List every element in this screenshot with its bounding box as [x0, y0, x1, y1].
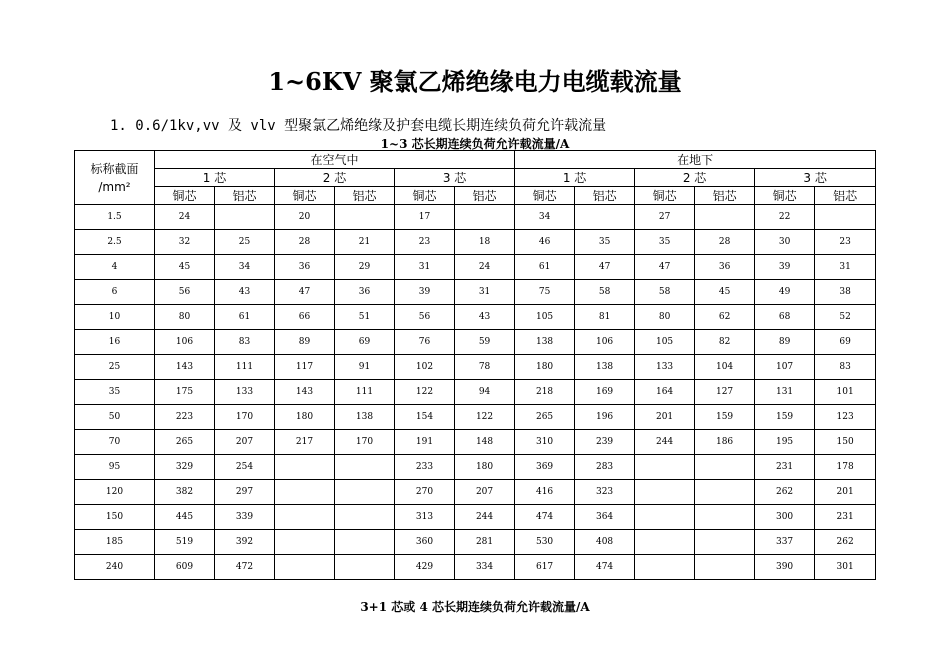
ampacity-cell: 231 — [815, 505, 876, 530]
ampacity-cell: 68 — [755, 305, 815, 330]
ampacity-cell: 38 — [815, 280, 876, 305]
ampacity-cell: 56 — [155, 280, 215, 305]
ampacity-cell: 61 — [515, 255, 575, 280]
ampacity-cell: 323 — [575, 480, 635, 505]
ampacity-cell: 369 — [515, 455, 575, 480]
ampacity-cell: 31 — [395, 255, 455, 280]
ampacity-cell: 35 — [635, 230, 695, 255]
ampacity-cell: 159 — [755, 405, 815, 430]
ampacity-cell: 143 — [155, 355, 215, 380]
ampacity-cell: 25 — [215, 230, 275, 255]
table-row — [75, 305, 876, 330]
section-title: 1. 0.6/1kv,vv 及 vlv 型聚氯乙烯绝缘及护套电缆长期连续负荷允许载流量 — [110, 118, 607, 134]
ampacity-cell: 24 — [155, 205, 215, 230]
ampacity-cell: 52 — [815, 305, 876, 330]
ampacity-cell — [635, 530, 695, 555]
ampacity-cell: 180 — [275, 405, 335, 430]
ampacity-cell: 133 — [215, 380, 275, 405]
ampacity-cell — [335, 555, 395, 580]
ampacity-cell — [815, 205, 876, 230]
ampacity-cell — [575, 205, 635, 230]
group-header-air: 在空气中 — [155, 151, 515, 169]
cross-section-cell: 240 — [75, 555, 155, 580]
ampacity-cell: 244 — [455, 505, 515, 530]
ampacity-cell — [635, 505, 695, 530]
ampacity-cell: 392 — [215, 530, 275, 555]
ampacity-cell: 170 — [335, 430, 395, 455]
ampacity-cell: 83 — [215, 330, 275, 355]
material-header: 铜芯 — [275, 187, 335, 205]
ampacity-cell: 133 — [635, 355, 695, 380]
header-row-materials — [75, 187, 876, 205]
table-row — [75, 380, 876, 405]
ampacity-cell: 28 — [275, 230, 335, 255]
ampacity-cell: 445 — [155, 505, 215, 530]
header-row-cores — [75, 169, 876, 187]
ampacity-cell — [695, 205, 755, 230]
table-row — [75, 430, 876, 455]
ampacity-cell: 51 — [335, 305, 395, 330]
cross-section-cell: 16 — [75, 330, 155, 355]
ampacity-cell: 24 — [455, 255, 515, 280]
ampacity-cell: 138 — [575, 355, 635, 380]
table-caption: 1~3 芯长期连续负荷允许载流量/A — [380, 137, 570, 151]
ampacity-cell: 530 — [515, 530, 575, 555]
ampacity-cell: 170 — [215, 405, 275, 430]
ampacity-cell: 83 — [815, 355, 876, 380]
material-header: 铜芯 — [755, 187, 815, 205]
ampacity-cell: 69 — [815, 330, 876, 355]
ampacity-cell: 474 — [515, 505, 575, 530]
table-row — [75, 255, 876, 280]
ampacity-cell: 123 — [815, 405, 876, 430]
ampacity-cell: 104 — [695, 355, 755, 380]
material-header: 铜芯 — [395, 187, 455, 205]
ampacity-cell: 58 — [635, 280, 695, 305]
ampacity-cell: 310 — [515, 430, 575, 455]
ampacity-cell: 102 — [395, 355, 455, 380]
ampacity-cell: 39 — [395, 280, 455, 305]
ampacity-cell: 29 — [335, 255, 395, 280]
table-row — [75, 555, 876, 580]
ampacity-cell: 150 — [815, 430, 876, 455]
core-header: 3 芯 — [755, 169, 876, 187]
material-header: 铝芯 — [215, 187, 275, 205]
ampacity-cell: 283 — [575, 455, 635, 480]
ampacity-cell: 159 — [695, 405, 755, 430]
material-header: 铜芯 — [635, 187, 695, 205]
ampacity-cell: 36 — [335, 280, 395, 305]
ampacity-cell: 82 — [695, 330, 755, 355]
ampacity-cell: 254 — [215, 455, 275, 480]
ampacity-cell: 43 — [455, 305, 515, 330]
ampacity-cell: 22 — [755, 205, 815, 230]
ampacity-cell: 131 — [755, 380, 815, 405]
table-row — [75, 355, 876, 380]
ampacity-cell: 143 — [275, 380, 335, 405]
ampacity-cell — [695, 480, 755, 505]
cross-section-header — [75, 151, 155, 205]
ampacity-cell — [275, 530, 335, 555]
ampacity-cell: 281 — [455, 530, 515, 555]
ampacity-table — [74, 150, 876, 580]
ampacity-cell: 47 — [575, 255, 635, 280]
ampacity-cell: 164 — [635, 380, 695, 405]
material-header: 铜芯 — [155, 187, 215, 205]
material-header: 铝芯 — [815, 187, 876, 205]
ampacity-cell: 223 — [155, 405, 215, 430]
ampacity-cell: 23 — [815, 230, 876, 255]
ampacity-cell: 175 — [155, 380, 215, 405]
ampacity-cell: 138 — [335, 405, 395, 430]
core-header: 1 芯 — [515, 169, 635, 187]
cross-section-cell: 35 — [75, 380, 155, 405]
ampacity-cell — [335, 205, 395, 230]
table-row — [75, 455, 876, 480]
ampacity-cell: 127 — [695, 380, 755, 405]
material-header: 铝芯 — [695, 187, 755, 205]
ampacity-cell — [275, 480, 335, 505]
ampacity-cell: 89 — [755, 330, 815, 355]
ampacity-cell: 519 — [155, 530, 215, 555]
ampacity-cell — [635, 555, 695, 580]
ampacity-cell: 36 — [695, 255, 755, 280]
cross-section-cell: 4 — [75, 255, 155, 280]
ampacity-cell: 36 — [275, 255, 335, 280]
material-header: 铜芯 — [515, 187, 575, 205]
ampacity-cell: 106 — [155, 330, 215, 355]
ampacity-cell — [275, 455, 335, 480]
ampacity-cell — [335, 530, 395, 555]
document-title: 1~6KV 聚氯乙烯绝缘电力电缆载流量 — [268, 67, 682, 96]
ampacity-cell: 265 — [155, 430, 215, 455]
ampacity-cell: 122 — [455, 405, 515, 430]
table2-caption: 3+1 芯或 4 芯长期连续负荷允许载流量/A — [360, 600, 590, 614]
ampacity-cell: 62 — [695, 305, 755, 330]
ampacity-cell: 207 — [455, 480, 515, 505]
ampacity-cell: 201 — [815, 480, 876, 505]
ampacity-cell: 101 — [815, 380, 876, 405]
ampacity-cell: 35 — [575, 230, 635, 255]
ampacity-cell: 39 — [755, 255, 815, 280]
ampacity-cell: 196 — [575, 405, 635, 430]
cross-section-cell: 70 — [75, 430, 155, 455]
ampacity-cell: 81 — [575, 305, 635, 330]
ampacity-cell: 45 — [695, 280, 755, 305]
ampacity-cell: 178 — [815, 455, 876, 480]
cross-section-cell: 120 — [75, 480, 155, 505]
cross-section-label: 标称截面 — [90, 161, 139, 176]
cross-section-cell: 6 — [75, 280, 155, 305]
ampacity-cell — [695, 530, 755, 555]
cross-section-cell: 1.5 — [75, 205, 155, 230]
ampacity-cell: 360 — [395, 530, 455, 555]
ampacity-cell: 80 — [155, 305, 215, 330]
ampacity-cell — [335, 480, 395, 505]
ampacity-cell — [695, 455, 755, 480]
ampacity-cell — [275, 505, 335, 530]
ampacity-cell — [695, 505, 755, 530]
cross-section-cell: 2.5 — [75, 230, 155, 255]
ampacity-cell: 301 — [815, 555, 876, 580]
ampacity-cell: 105 — [515, 305, 575, 330]
ampacity-cell: 32 — [155, 230, 215, 255]
ampacity-cell: 270 — [395, 480, 455, 505]
ampacity-cell: 339 — [215, 505, 275, 530]
ampacity-cell: 329 — [155, 455, 215, 480]
ampacity-cell: 169 — [575, 380, 635, 405]
ampacity-cell: 89 — [275, 330, 335, 355]
ampacity-cell: 180 — [455, 455, 515, 480]
cross-section-cell: 150 — [75, 505, 155, 530]
group-header-ground: 在地下 — [515, 151, 876, 169]
material-header: 铝芯 — [455, 187, 515, 205]
ampacity-cell: 31 — [455, 280, 515, 305]
ampacity-cell: 105 — [635, 330, 695, 355]
ampacity-cell: 28 — [695, 230, 755, 255]
ampacity-cell: 300 — [755, 505, 815, 530]
ampacity-cell: 75 — [515, 280, 575, 305]
ampacity-cell: 244 — [635, 430, 695, 455]
ampacity-cell: 265 — [515, 405, 575, 430]
ampacity-cell — [275, 555, 335, 580]
table-row — [75, 330, 876, 355]
ampacity-cell: 262 — [815, 530, 876, 555]
table-row — [75, 505, 876, 530]
ampacity-cell: 21 — [335, 230, 395, 255]
table-row — [75, 405, 876, 430]
ampacity-cell: 138 — [515, 330, 575, 355]
ampacity-cell: 364 — [575, 505, 635, 530]
ampacity-cell — [455, 205, 515, 230]
ampacity-cell: 30 — [755, 230, 815, 255]
ampacity-cell: 107 — [755, 355, 815, 380]
ampacity-cell: 31 — [815, 255, 876, 280]
ampacity-cell: 56 — [395, 305, 455, 330]
ampacity-cell: 334 — [455, 555, 515, 580]
ampacity-cell: 186 — [695, 430, 755, 455]
ampacity-cell: 45 — [155, 255, 215, 280]
ampacity-cell: 337 — [755, 530, 815, 555]
ampacity-cell: 195 — [755, 430, 815, 455]
core-header: 1 芯 — [155, 169, 275, 187]
cross-section-cell: 185 — [75, 530, 155, 555]
ampacity-cell: 233 — [395, 455, 455, 480]
ampacity-cell: 148 — [455, 430, 515, 455]
table-row — [75, 230, 876, 255]
ampacity-cell: 111 — [335, 380, 395, 405]
ampacity-cell: 231 — [755, 455, 815, 480]
table-row — [75, 530, 876, 555]
cross-section-cell: 95 — [75, 455, 155, 480]
ampacity-cell: 58 — [575, 280, 635, 305]
ampacity-cell: 239 — [575, 430, 635, 455]
ampacity-cell: 34 — [515, 205, 575, 230]
ampacity-cell: 43 — [215, 280, 275, 305]
ampacity-cell: 49 — [755, 280, 815, 305]
ampacity-cell: 69 — [335, 330, 395, 355]
ampacity-cell: 609 — [155, 555, 215, 580]
ampacity-cell: 217 — [275, 430, 335, 455]
core-header: 3 芯 — [395, 169, 515, 187]
ampacity-cell: 59 — [455, 330, 515, 355]
ampacity-cell: 94 — [455, 380, 515, 405]
ampacity-cell: 47 — [275, 280, 335, 305]
ampacity-cell: 18 — [455, 230, 515, 255]
ampacity-cell: 122 — [395, 380, 455, 405]
ampacity-cell: 262 — [755, 480, 815, 505]
ampacity-cell: 207 — [215, 430, 275, 455]
ampacity-cell: 382 — [155, 480, 215, 505]
ampacity-cell — [335, 455, 395, 480]
ampacity-cell: 191 — [395, 430, 455, 455]
ampacity-cell: 106 — [575, 330, 635, 355]
cross-section-cell: 25 — [75, 355, 155, 380]
ampacity-cell: 154 — [395, 405, 455, 430]
ampacity-cell: 390 — [755, 555, 815, 580]
ampacity-cell: 201 — [635, 405, 695, 430]
ampacity-cell: 17 — [395, 205, 455, 230]
ampacity-cell — [635, 480, 695, 505]
cross-section-cell: 10 — [75, 305, 155, 330]
ampacity-cell: 46 — [515, 230, 575, 255]
ampacity-cell: 78 — [455, 355, 515, 380]
ampacity-cell: 416 — [515, 480, 575, 505]
table-row — [75, 205, 876, 230]
ampacity-cell: 472 — [215, 555, 275, 580]
header-row-group — [75, 151, 876, 169]
ampacity-cell: 117 — [275, 355, 335, 380]
ampacity-cell — [335, 505, 395, 530]
core-header: 2 芯 — [635, 169, 755, 187]
table-row — [75, 280, 876, 305]
ampacity-cell: 429 — [395, 555, 455, 580]
ampacity-cell: 111 — [215, 355, 275, 380]
ampacity-cell: 617 — [515, 555, 575, 580]
ampacity-cell: 23 — [395, 230, 455, 255]
ampacity-cell: 76 — [395, 330, 455, 355]
ampacity-cell — [215, 205, 275, 230]
material-header: 铝芯 — [335, 187, 395, 205]
ampacity-cell — [695, 555, 755, 580]
cross-section-cell: 50 — [75, 405, 155, 430]
ampacity-cell: 47 — [635, 255, 695, 280]
ampacity-cell: 20 — [275, 205, 335, 230]
ampacity-cell — [635, 455, 695, 480]
material-header: 铝芯 — [575, 187, 635, 205]
ampacity-cell: 408 — [575, 530, 635, 555]
ampacity-cell: 27 — [635, 205, 695, 230]
ampacity-cell: 313 — [395, 505, 455, 530]
ampacity-cell: 474 — [575, 555, 635, 580]
table-row — [75, 480, 876, 505]
ampacity-cell: 66 — [275, 305, 335, 330]
core-header: 2 芯 — [275, 169, 395, 187]
ampacity-cell: 80 — [635, 305, 695, 330]
ampacity-cell: 218 — [515, 380, 575, 405]
cross-section-unit: /mm² — [98, 179, 131, 194]
ampacity-cell: 34 — [215, 255, 275, 280]
ampacity-cell: 91 — [335, 355, 395, 380]
ampacity-cell: 61 — [215, 305, 275, 330]
ampacity-cell: 297 — [215, 480, 275, 505]
ampacity-cell: 180 — [515, 355, 575, 380]
